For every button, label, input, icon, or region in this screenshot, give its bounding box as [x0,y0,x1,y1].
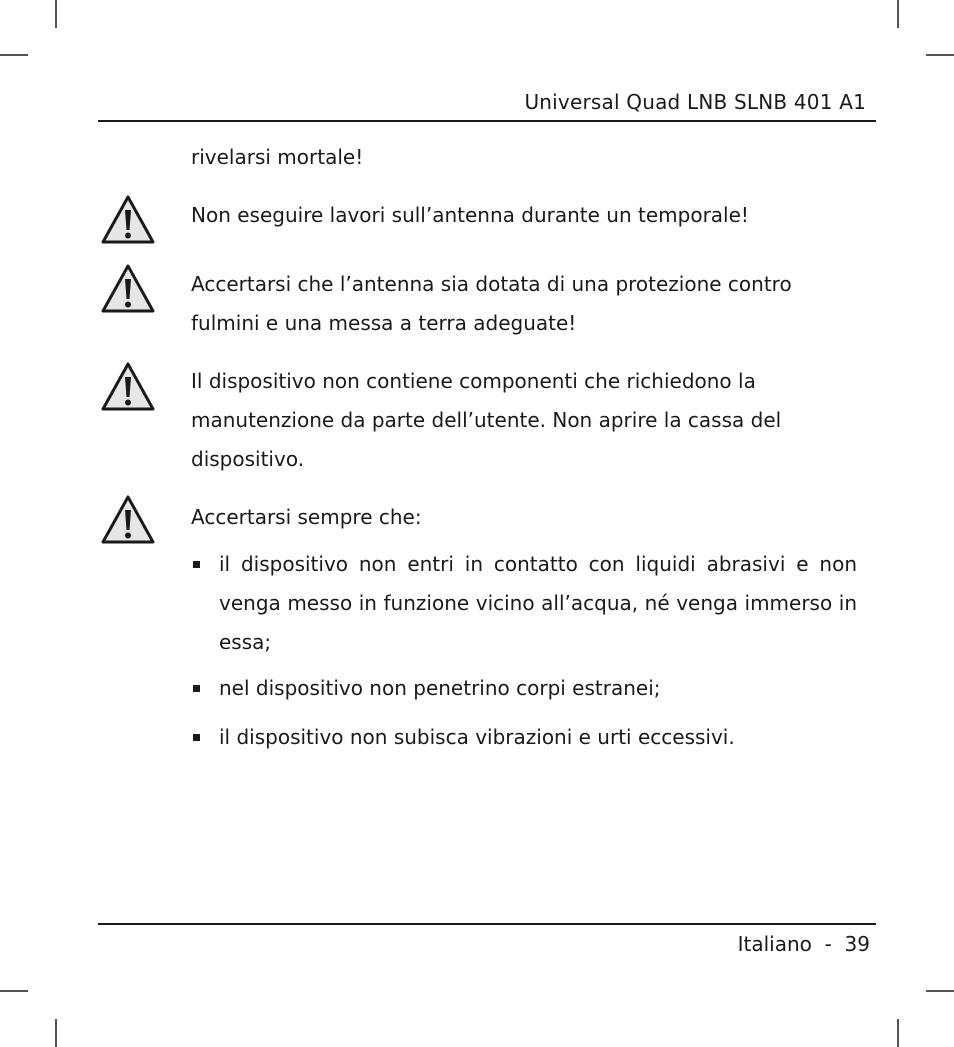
bullet-text-1: il dispositivo non entri in contatto con liquidi abrasivi e non venga messo in funzione vicino all’acqua, né venga immerso in essa; [219,552,857,654]
crop-mark-top-left [55,0,57,28]
bullet-text-3: il dispositivo non subisca vibrazioni e urti eccessivi. [219,725,735,749]
footer-separator: - [824,932,832,956]
warning-text-4: Accertarsi sempre che: [191,505,422,529]
header-rule [98,120,876,122]
crop-mark-bottom-right [897,1019,899,1047]
crop-mark-top-right [897,0,899,28]
warning-triangle-icon [100,194,156,246]
square-bullet-icon [193,734,200,741]
warning-text-2: Accertarsi che l’antenna sia dotata di una protezione contro fulmini e una messa a terra adeguate! [191,272,792,335]
warning-triangle-icon [100,263,156,315]
crop-mark-top-left-h [0,54,28,56]
footer-rule [98,923,876,925]
footer-language: Italiano [737,932,812,956]
page-footer [738,932,870,956]
continuation-text: rivelarsi mortale! [191,145,364,169]
page-header-title: Universal Quad LNB SLNB 401 A1 [524,90,866,114]
warning-text-3: Il dispositivo non contiene componenti che richiedono la manutenzione da parte dell’utente. Non aprire la cassa del dispositivo. [191,369,782,471]
warning-text-1: Non eseguire lavori sull’antenna durante un temporale! [191,203,749,227]
warning-triangle-icon [100,494,156,546]
crop-mark-bottom-left-h [0,990,28,992]
page-number: 39 [844,932,870,956]
warning-triangle-icon [100,361,156,413]
crop-mark-bottom-right-h [926,990,954,992]
crop-mark-top-right-h [926,54,954,56]
square-bullet-icon [193,561,200,568]
square-bullet-icon [193,685,200,692]
crop-mark-bottom-left [55,1019,57,1047]
bullet-text-2: nel dispositivo non penetrino corpi estranei; [219,676,661,700]
